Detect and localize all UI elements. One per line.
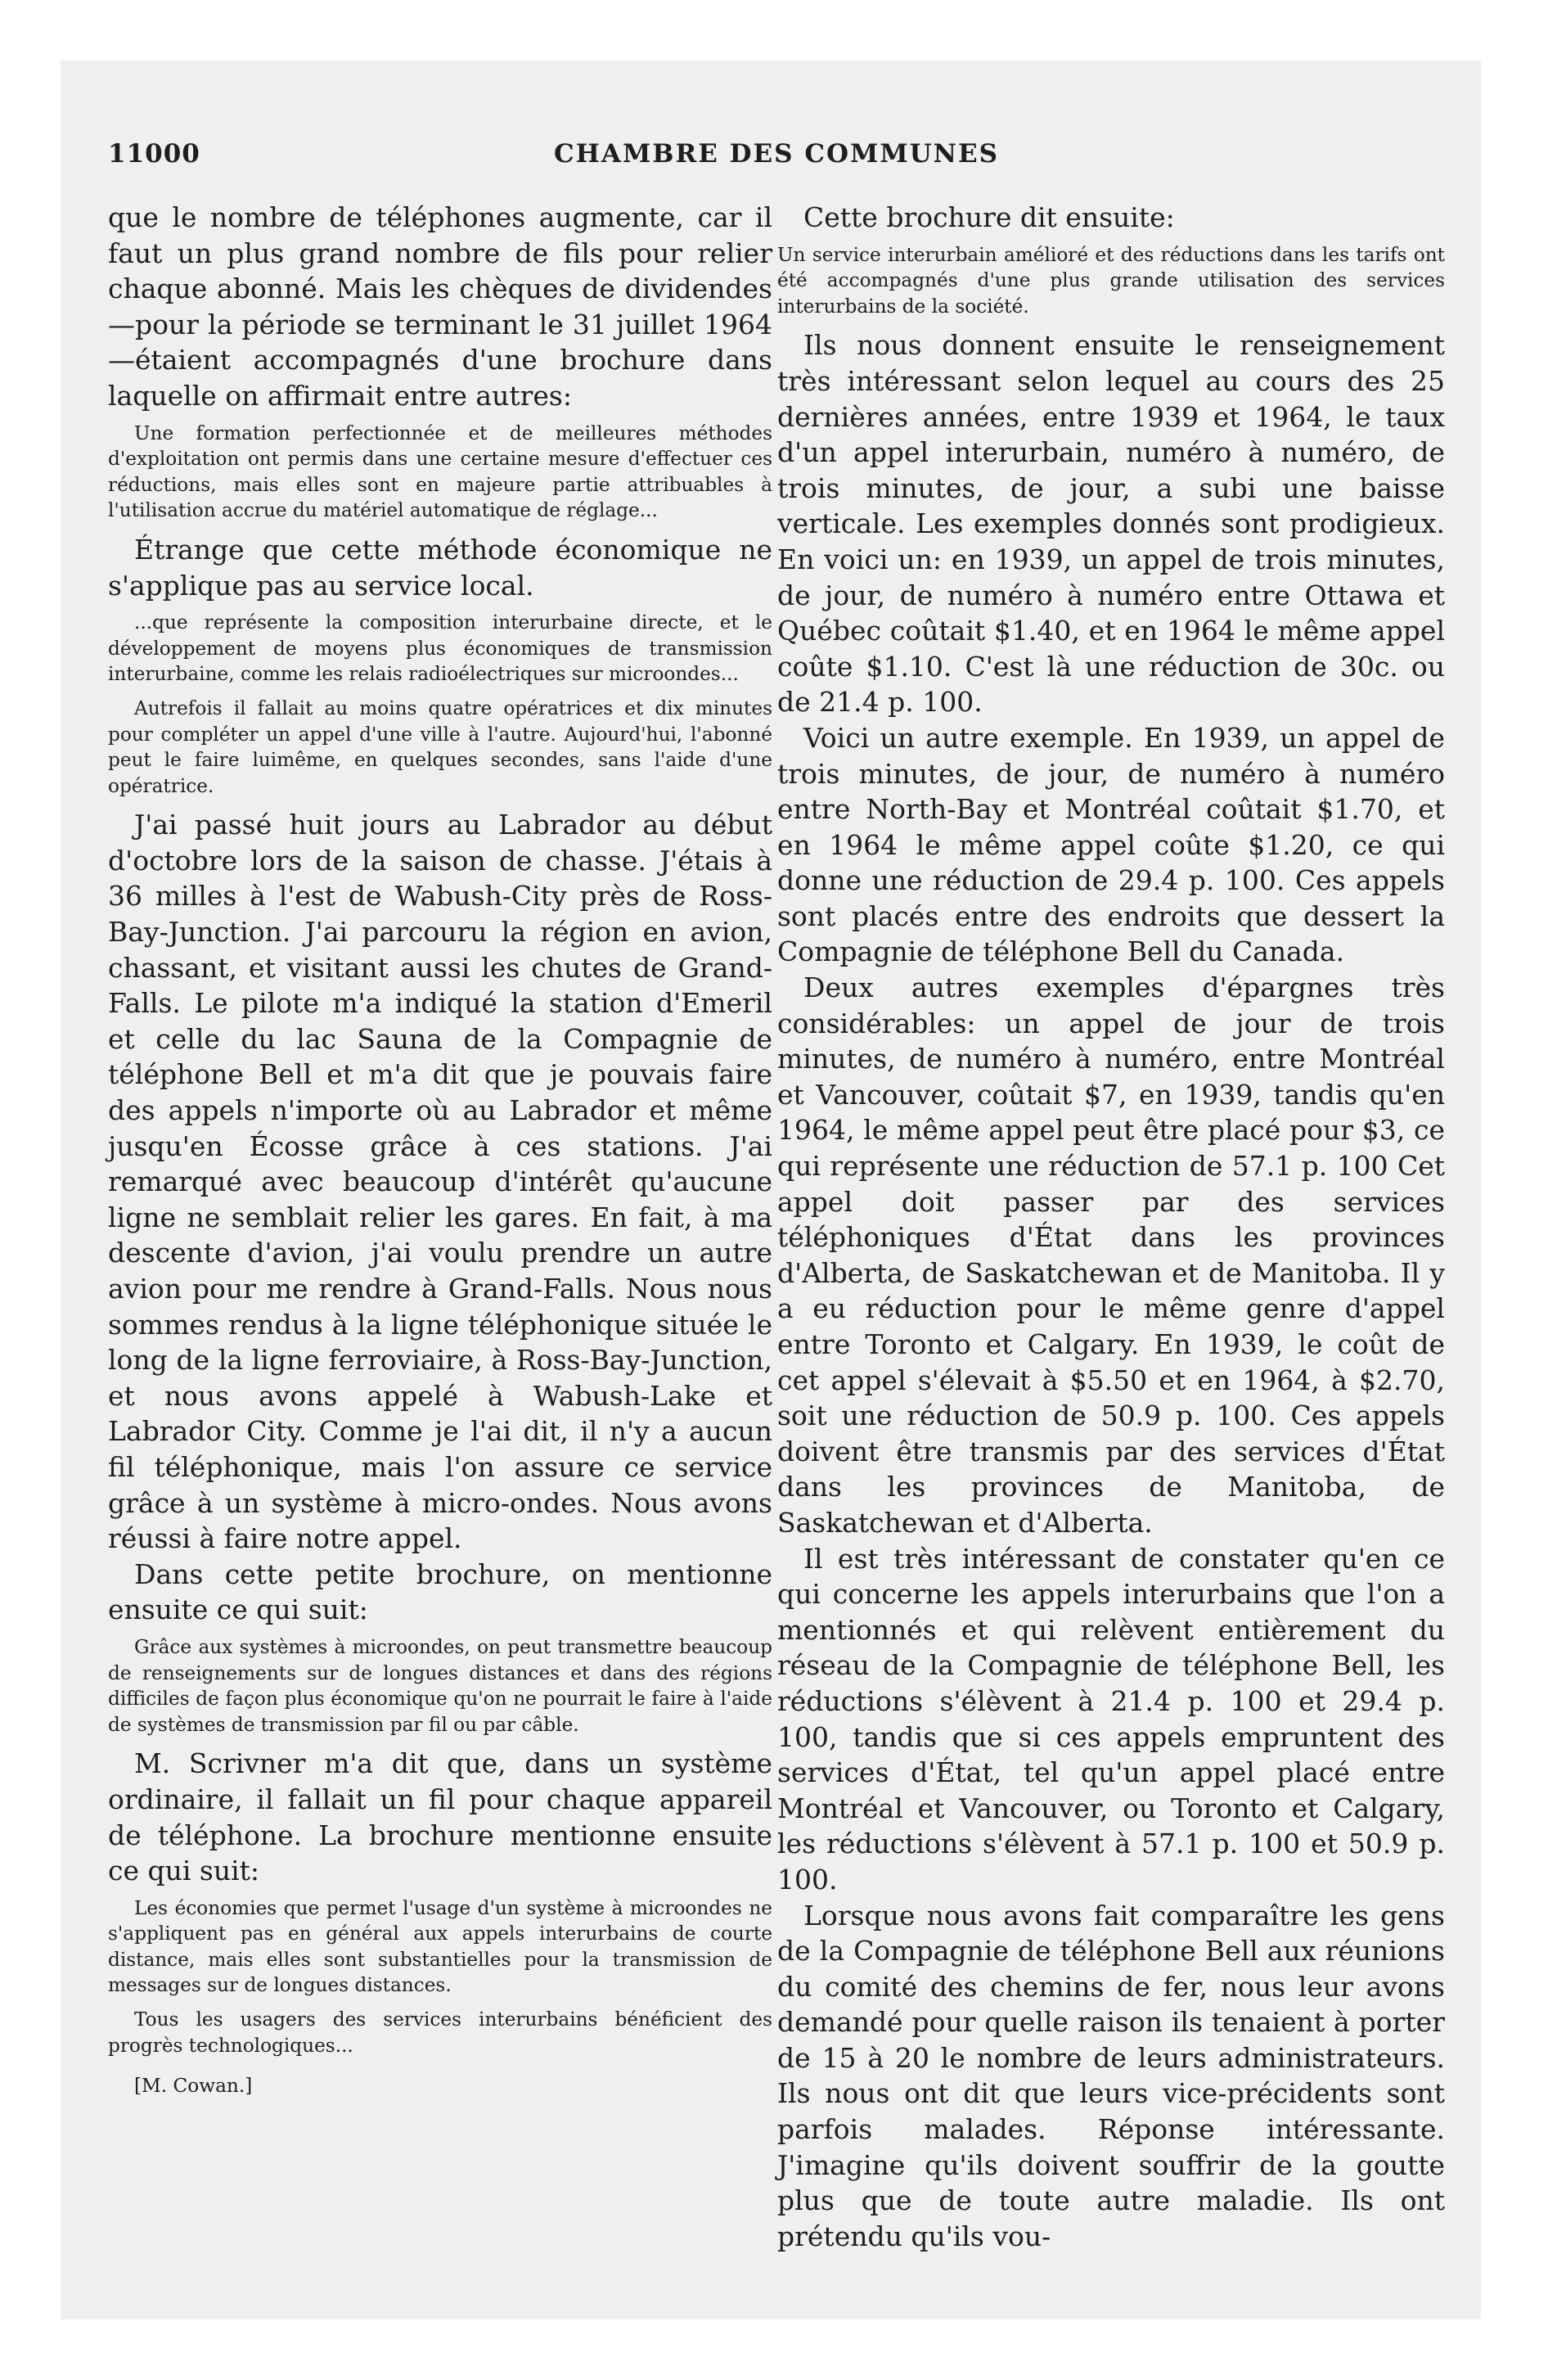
paragraph: Lorsque nous avons fait comparaître les gens de la Compagnie de téléphone Bell aux réunions du comité des chemins de fer, nous leur avons demandé pour quelle raison ils tenaient à porter de 15 à 20 le nombre de leurs administrateurs. Ils nous ont dit que leurs vice-précidents sont parfois malades. Réponse intéressante. J'imagine qu'ils doivent souffrir de la goutte plus que de toute autre maladie. Ils ont prétendu qu'ils vou- [777, 1899, 1445, 2252]
paragraph: Voici un autre exemple. En 1939, un appel de trois minutes, de jour, de numéro à numéro entre North-Bay et Montréal coûtait $1.70, et en 1964 le même appel coûte $1.20, ce qui donne une réduction de 29.4 p. 100. Ces appels sont placés entre des endroits que dessert la Compagnie de téléphone Bell du Canada. [777, 721, 1445, 968]
quotation: Un service interurbain amélioré et des réductions dans les tarifs ont été accompagnés d'une plus grande utilisation des services interurbains de la société. [777, 243, 1445, 318]
paragraph: J'ai passé huit jours au Labrador au début d'octobre lors de la saison de chasse. J'étais à 36 milles à l'est de Wabush-City près de Ross-Bay-Junction. J'ai parcouru la région en avion, chassant, et visitant aussi les chutes de Grand-Falls. Le pilote m'a indiqué la station d'Emeril et celle du lac Sauna de la Compagnie de téléphone Bell et m'a dit que je pouvais faire des appels n'importe où au Labrador et même jusqu'en Écosse grâce à ces stations. J'ai remarqué avec beaucoup d'intérêt qu'aucune ligne ne semblait relier les gares. En fait, à ma descente d'avion, j'ai voulu prendre un autre avion pour me rendre à Grand-Falls. Nous nous sommes rendus à la ligne téléphonique située le long de la ligne ferroviaire, à Ross-Bay-Junction, et nous avons appelé à Wabush-Lake et Labrador City. Comme je l'ai dit, il n'y a aucun fil téléphonique, mais l'on assure ce service grâce à un système à micro-ondes. Nous avons réussi à faire notre appel. [108, 809, 772, 1555]
paragraph: que le nombre de téléphones augmente, car il faut un plus grand nombre de fils pour relier chaque abonné. Mais les chèques de dividendes—pour la période se terminant le 31 juillet 1964—étaient accompagnés d'une brochure dans laquelle on affirmait entre autres: [108, 201, 772, 412]
quotation: Autrefois il fallait au moins quatre opératrices et dix minutes pour compléter un appel d'une ville à l'autre. Aujourd'hui, l'abonné peut le faire luimême, en quelques secondes, sans l'aide d'une opératrice. [108, 696, 772, 797]
page-title: CHAMBRE DES COMMUNES [553, 139, 1000, 169]
page-number: 11000 [108, 139, 200, 169]
paragraph: Deux autres exemples d'épargnes très considérables: un appel de jour de trois minutes, de numéro à numéro, entre Montréal et Vancouver, coûtait $7, en 1939, tandis qu'en 1964, le même appel peut être placé pour $3, ce qui représente une réduction de 57.1 p. 100 Cet appel doit passer par des services téléphoniques d'État dans les provinces d'Alberta, de Saskatchewan et de Manitoba. Il y a eu réduction pour le même genre d'appel entre Toronto et Calgary. En 1939, le coût de cet appel s'élevait à $5.50 et en 1964, à $2.70, soit une réduction de 50.9 p. 100. Ces appels doivent être transmis par des services d'État dans les provinces de Manitoba, de Saskatchewan et d'Alberta. [777, 971, 1445, 1539]
left-column [108, 200, 772, 2099]
paragraph: Ils nous donnent ensuite le renseignement très intéressant selon lequel au cours des 25 dernières années, entre 1939 et 1964, le taux d'un appel interurbain, numéro à numéro, de trois minutes, de jour, a subi une baisse verticale. Les exemples donnés sont prodigieux. En voici un: en 1939, un appel de trois minutes, de jour, de numéro à numéro entre Ottawa et Québec coûtait $1.40, et en 1964 le même appel coûte $1.10. C'est là une réduction de 30c. ou de 21.4 p. 100. [777, 329, 1445, 719]
paragraph: M. Scrivner m'a dit que, dans un système ordinaire, il fallait un fil pour chaque appareil de téléphone. La brochure mentionne ensuite ce qui suit: [108, 1747, 772, 1887]
page-header [108, 139, 1445, 175]
paragraph: Il est très intéressant de constater qu'en ce qui concerne les appels interurbains que l'on a mentionnés et qui relèvent entièrement du réseau de la Compagnie de téléphone Bell, les réductions s'élèvent à 21.4 p. 100 et 29.4 p. 100, tandis que si ces appels empruntent des services d'État, tel qu'un appel placé entre Montréal et Vancouver, ou Toronto et Calgary, les réductions s'élèvent à 57.1 p. 100 et 50.9 p. 100. [777, 1542, 1445, 1895]
right-column [777, 200, 1445, 2254]
quotation: Grâce aux systèmes à microondes, on peut transmettre beaucoup de renseignements sur de longues distances et dans des régions difficiles de façon plus économique qu'on ne pourrait le faire à l'aide de systèmes de transmission par fil ou par câble. [108, 1635, 772, 1736]
paragraph: Cette brochure dit ensuite: [803, 201, 1175, 233]
speaker-attribution: [M. Cowan.] [134, 2075, 253, 2098]
quotation: ...que représente la composition interurbaine directe, et le développement de moyens plus économiques de transmission interurbaine, comme les relais radioélectriques sur microondes... [108, 611, 772, 686]
quotation: Une formation perfectionnée et de meilleures méthodes d'exploitation ont permis dans une certaine mesure d'effectuer ces réductions, mais elles sont en majeure partie attribuables à l'utilisation accrue du matériel automatique de réglage... [108, 421, 772, 522]
quotation: Les économies que permet l'usage d'un système à microondes ne s'appliquent pas en général aux appels interurbains de courte distance, mais elles sont substantielles pour la transmission de messages sur de longues distances. [108, 1896, 772, 1997]
paragraph: Dans cette petite brochure, on mentionne ensuite ce qui suit: [108, 1557, 772, 1626]
quotation: Tous les usagers des services interurbains bénéficient des progrès technologiques... [108, 2008, 772, 2057]
paragraph: Étrange que cette méthode économique ne s'applique pas au service local. [108, 533, 772, 602]
